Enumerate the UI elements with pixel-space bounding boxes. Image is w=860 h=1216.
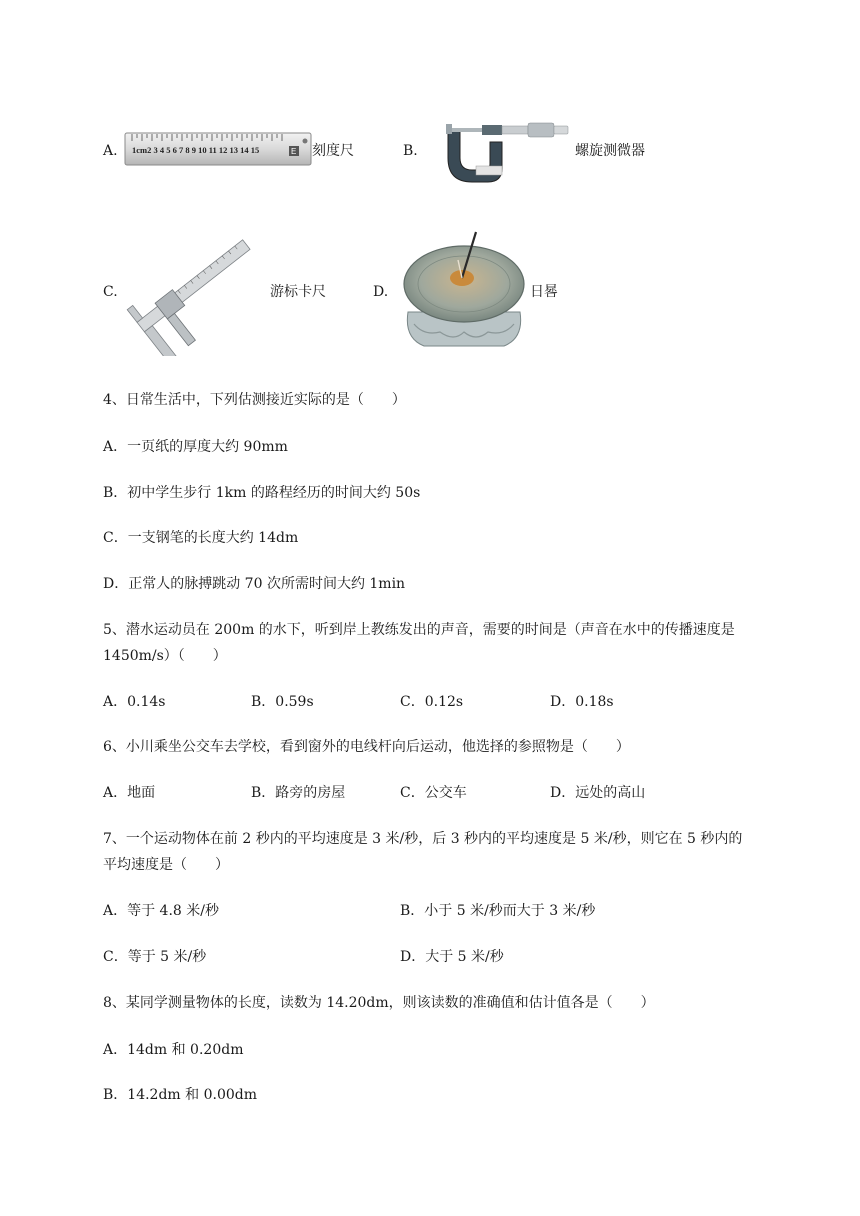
option-letter: C.	[103, 284, 118, 300]
option-d: D．远处的高山	[550, 785, 646, 801]
option-letter: A.	[103, 143, 118, 159]
ruler-scale-text: 1cm2 3 4 5 6 7 8 9 10 11 12 13 14 15	[132, 145, 260, 155]
option-label: 螺旋测微器	[575, 143, 645, 159]
option-b: B．14.2dm 和 0.00dm	[103, 1087, 258, 1103]
option-a: A．等于 4.8 米/秒	[103, 903, 219, 919]
option-c: C．公交车	[400, 785, 467, 801]
option-c: C．0.12s	[400, 694, 464, 710]
question-stem-line-2: 1450m/s）（ ）	[103, 648, 227, 664]
ruler-image	[124, 132, 312, 166]
question-stem: 6、小川乘坐公交车去学校，看到窗外的电线杆向后运动，他选择的参照物是（ ）	[103, 739, 630, 755]
option-c: C．等于 5 米/秒	[103, 949, 207, 965]
option-a: A．一页纸的厚度大约 90mm	[103, 439, 288, 455]
option-label: 游标卡尺	[270, 284, 326, 300]
option-d: D．大于 5 米/秒	[400, 949, 504, 965]
question-stem-line-1: 5、潜水运动员在 200m 的水下，听到岸上教练发出的声音，需要的时间是（声音在水中的传播速度是	[103, 622, 735, 638]
option-letter: B.	[403, 143, 418, 159]
option-c: C．一支钢笔的长度大约 14dm	[103, 530, 299, 546]
option-label: 刻度尺	[312, 143, 354, 159]
option-b: B．路旁的房屋	[251, 785, 346, 801]
question-stem: 8、某同学测量物体的长度，读数为 14.20dm，则该读数的准确值和估计值各是（ ）	[103, 995, 655, 1011]
micrometer-image	[428, 120, 574, 188]
option-d: D．正常人的脉搏跳动 70 次所需时间大约 1min	[103, 576, 406, 592]
option-a: A．14dm 和 0.20dm	[103, 1042, 244, 1058]
option-a: A．地面	[103, 785, 156, 801]
sundial-image	[400, 228, 528, 352]
ruler-badge: E	[291, 147, 297, 156]
option-d: D．0.18s	[550, 694, 614, 710]
question-stem: 4、日常生活中，下列估测接近实际的是（ ）	[103, 392, 406, 408]
option-a: A．0.14s	[103, 694, 166, 710]
question-stem-line-2: 平均速度是（ ）	[103, 857, 229, 873]
option-b: B．初中学生步行 1km 的路程经历的时间大约 50s	[103, 485, 421, 501]
option-label: 日晷	[530, 284, 558, 300]
option-letter: D.	[373, 284, 389, 300]
question-stem-line-1: 7、一个运动物体在前 2 秒内的平均速度是 3 米/秒，后 3 秒内的平均速度是 5 米/秒，则它在 5 秒内的	[103, 831, 743, 847]
option-b: B．0.59s	[251, 694, 314, 710]
option-b: B．小于 5 米/秒而大于 3 米/秒	[400, 903, 596, 919]
vernier-caliper-image	[124, 220, 264, 356]
